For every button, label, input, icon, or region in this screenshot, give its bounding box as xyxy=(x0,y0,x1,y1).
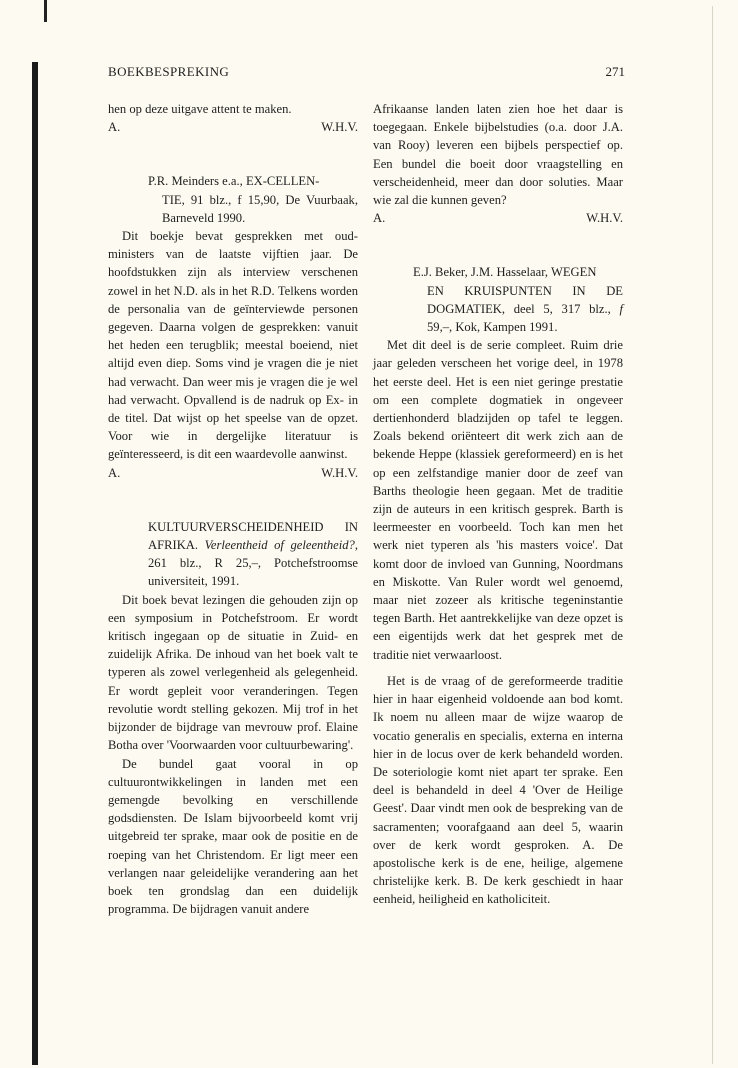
signature-initial: A. xyxy=(108,465,121,480)
signature xyxy=(108,118,358,136)
running-head: BOEKBESPREKING xyxy=(108,64,230,79)
review-citation xyxy=(108,172,358,227)
review-paragraph: Dit boek bevat lezingen die gehouden zijn op een symposium in Potchefstroom. Er wordt kritisch ingegaan op de situatie in Zuid- en zuidelijk Afrika. De inhoud van het boek valt te typeren als zowel verlegenheid als gelegenheid. Er wordt gepleit voor veranderingen. Tegen revolutie wordt stelling gekozen. Mij trof in het bijzonder de bijdrage van mevrouw prof. Elaine Botha over 'Voorwaarden voor cultuurbewaring'. xyxy=(108,592,358,753)
signature-initial: A. xyxy=(373,211,386,226)
continuation-text: Afrikaanse landen laten zien hoe het daar is toegegaan. Enkele bijbelstudies (o.a. door J.A. van Rooy) leveren een bijbels perspectief op. Een bundel die boeit door vraagstelling en verscheidenheid, meer dan door soluties. Maar wie zal die kunnen geven? xyxy=(373,102,623,208)
currency-symbol: f xyxy=(619,301,623,316)
signature-name: W.H.V. xyxy=(586,211,623,226)
page-edge-line xyxy=(712,6,713,1064)
right-column xyxy=(373,100,623,909)
binding-shadow xyxy=(32,62,38,1065)
signature-name: W.H.V. xyxy=(321,465,358,480)
review-paragraph: De bundel gaat vooral in op cultuurontwikkelingen in landen met een gemengde bevolking en verschillende godsdiensten. De Islam bijvoorbeeld komt vrij uitgebreid ter sprake, maar ook de positie en de roeping van het Christendom. Er ligt meer een verlangen naar geleidelijke verandering aan het boek ten grondslag dan een duidelijk programma. De bijdragen vanuit andere xyxy=(108,756,358,917)
citation-continuation-block xyxy=(413,282,623,337)
review-citation xyxy=(108,518,358,591)
review-paragraph: Het is de vraag of de gereformeerde traditie hier in haar eigenheid voldoende aan bod komt. Ik noem nu alleen maar de wijze waarop de vocatio generalis en specialis, externa en interna hier in de locus over de kerk behandeld worden. De soteriologie komt niet apart ter sprake. Een deel is behandeld in deel 4 'Over de Heilige Geest'. Daar vindt men ook de bespreking van de sacramenten; voorafgaand aan deel 5, waarin over de kerk wordt gesproken. A. De apostolische kerk is de ene, heilige, algemene christelijke kerk. B. De kerk geschiedt in haar eenheid, heiligheid en katholiciteit. xyxy=(373,673,623,907)
signature xyxy=(108,464,358,482)
left-column xyxy=(108,100,358,918)
page-header xyxy=(108,64,625,82)
review-body: Dit boekje bevat gesprekken met oud-ministers van de laatste vijftien jaar. De hoofdstukken zijn als interview verschenen zowel in het N.D. als in het R.D. Telkens worden de personalia van de geïnterviewde personen gegeven. Daarna volgen de gesprekken: vanuit het heden een terugblik; meestal boeiend, niet altijd even diep. Soms vind je vragen die je niet had verwacht. Dan weer mis je vragen die je wel had verwacht. Opvallend is de nadruk op Ex- in de titel. Dat wijst op het speelse van de opzet. Voor wie in dergelijke literatuur is geïnteresseerd, is dit een waardevolle aanwinst. xyxy=(108,229,358,462)
binding-edge-mark xyxy=(44,0,47,22)
citation-price: 59,–, Kok, Kampen 1991. xyxy=(427,320,558,335)
citation-line: P.R. Meinders e.a., EX-CELLEN- xyxy=(148,174,320,189)
review-citation xyxy=(373,263,623,336)
citation-subtitle: Verleentheid of geleentheid? xyxy=(204,538,355,553)
signature xyxy=(373,209,623,227)
citation-line: E.J. Beker, J.M. Hasselaar, WEGEN xyxy=(413,265,597,280)
signature-name: W.H.V. xyxy=(321,120,358,135)
intro-text: hen op deze uitgave attent te maken. xyxy=(108,102,292,116)
citation-continuation: EN KRUISPUNTEN IN DE DOGMATIEK, deel 5, 317 blz., xyxy=(427,283,623,316)
citation-title: KULTUURVERSCHEIDENHEID IN AFRIKA. xyxy=(148,519,358,553)
citation-continuation: , 261 blz., R 25,–, Potchefstroomse universiteit, 1991. xyxy=(148,538,358,589)
citation-continuation: TIE, 91 blz., f 15,90, De Vuurbaak, Barneveld 1990. xyxy=(162,192,358,225)
page-number: 271 xyxy=(605,64,625,79)
review-paragraph: Met dit deel is de serie compleet. Ruim drie jaar geleden verscheen het vorige deel, in 1978 het eerste deel. Het is een niet geringe prestatie om een complete dogmatiek in ongeveer dertienhonderd bladzijden op tafel te leggen. Zoals bekend oriënteert dit werk zich aan de bekende Heppe (klassiek gereformeerd) en is het op een zelfstandige manier door de zeef van Barths theologie heen gegaan. Met de traditie zijn de auteurs in een kritisch gesprek. Barth is leermeester en voorbeeld. Toch kan men het werk niet typeren als 'his masters voice'. Dat komt door de invloed van Gunning, Noordmans en Miskotte. Van Ruler wordt wel genoemd, maar niet zozeer als kritische tegeninstantie tegen Barth. Het aantrekkelijke van deze opzet is een eigentijds werk dat het gesprek met de traditie niet verwaarloost. xyxy=(373,338,623,662)
signature-initial: A. xyxy=(108,120,121,135)
